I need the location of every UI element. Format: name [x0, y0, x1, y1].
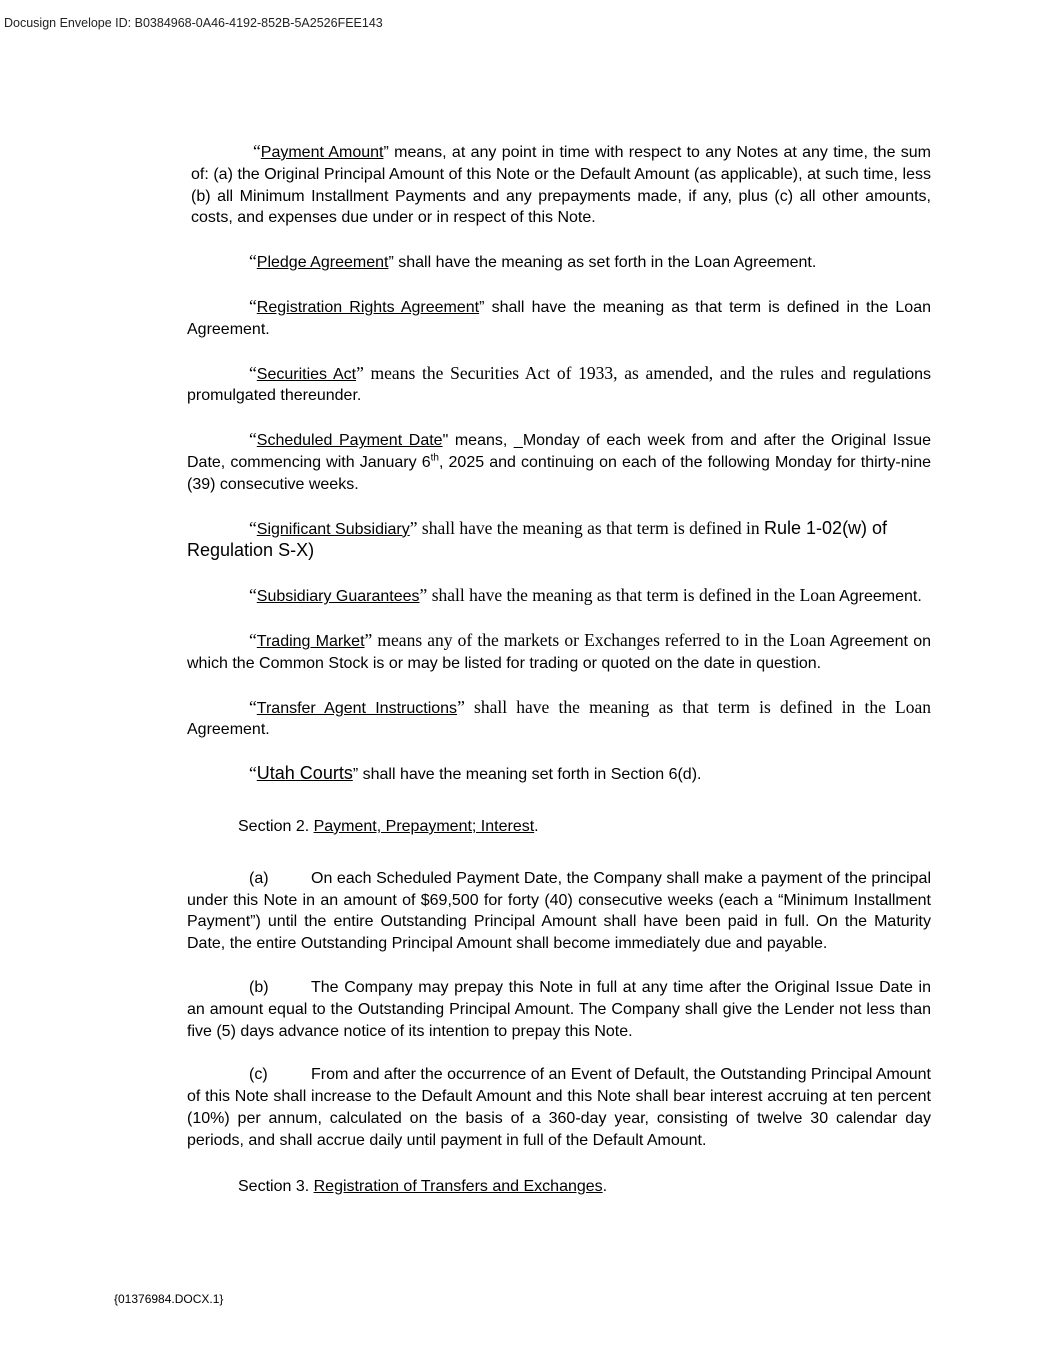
section-end: . — [602, 1177, 608, 1195]
paragraph-text: From and after the occurrence of an Event of Default, the Outstanding Principal Amount of this Note shall increase to the Default Amount and this Note shall bear interest accruing at ten percent (10%) per annum, calculated on the basis of a 360-day year, consisting of twelve 30 calendar day periods, and shall accrue daily until payment in full of the Default Amount. — [187, 1066, 931, 1149]
definition-utah-courts — [187, 763, 931, 786]
definition-text-serif: ” means any of the markets or Exchanges referred to in the Loan — [364, 629, 826, 650]
definition-text: ” shall have the meaning set forth in Section 6(d). — [352, 766, 702, 784]
defined-term: Scheduled Payment Date — [256, 432, 443, 450]
definition-text-serif: ” shall have the meaning as that term is defined in — [409, 517, 765, 538]
definition-significant-subsidiary — [187, 518, 931, 564]
section-2-paragraph-c — [187, 1064, 931, 1151]
open-quote: “ — [249, 429, 257, 450]
definition-payment-amount — [187, 141, 931, 229]
document-body — [187, 141, 931, 1227]
definition-text-serif: ” shall have the meaning as that term is defined in the Loan — [419, 585, 836, 606]
definition-pledge-agreement — [187, 251, 931, 274]
defined-term: Utah Courts — [256, 763, 353, 784]
definition-text-serif: ” means the Securities Act of 1933, as amended, and the rules and — [356, 362, 846, 383]
definition-text: Agreement. — [835, 588, 922, 606]
open-quote: “ — [249, 585, 257, 606]
paragraph-text: The Company may prepay this Note in full at any time after the Original Issue Date in an amount equal to the Outstanding Principal Amount. The Company shall give the Lender not less than five (5) days advance notice of its intention to prepay this Note. — [187, 978, 931, 1040]
section-end: . — [534, 817, 539, 835]
section-2-paragraph-b — [187, 977, 931, 1042]
defined-term: Trading Market — [256, 632, 365, 650]
section-3-heading — [238, 1176, 931, 1198]
defined-term: Registration Rights Agreement — [256, 298, 480, 316]
defined-term: Pledge Agreement — [256, 254, 389, 272]
defined-term: Payment Amount — [260, 144, 384, 161]
definition-text: ” shall have the meaning as that term is defined in the Loan Agreement. — [187, 298, 931, 338]
open-quote: “ — [249, 629, 257, 650]
definition-registration-rights-agreement — [187, 296, 931, 341]
definition-securities-act — [187, 363, 931, 408]
definition-text: ” shall have the meaning as set forth in the Loan Agreement. — [388, 254, 817, 272]
definition-text: regulations promulgated thereunder. — [187, 365, 931, 405]
definition-text: " means, _Monday of each week from and after the Original Issue Date, commencing with January 6 — [187, 432, 931, 471]
section-label: Section 3. — [238, 1177, 314, 1195]
open-quote: “ — [249, 251, 257, 272]
section-2-paragraph-a — [187, 868, 931, 955]
definition-text: Agreement on which the Common Stock is or may be listed for trading or quoted on the date in question. — [187, 632, 931, 672]
document-footer-id: {01376984.DOCX.1} — [114, 1292, 224, 1306]
definition-text-serif: ” shall have the meaning as that term is defined in the Loan — [457, 696, 932, 717]
paragraph-marker: (b) — [249, 978, 269, 996]
definition-text: ” means, at any point in time with respect to any Notes at any time, the sum of: (a) the Original Principal Amount of this Note or the Default Amount (as applicable), at such time, less (b) all Minimum Installment Payments and any prepayments made, if any, plus (c) all other amounts, costs, and expenses due under or in respect of this Note. — [191, 144, 932, 227]
section-label: Section 2. — [238, 817, 314, 835]
definition-trading-market — [187, 630, 931, 675]
definition-scheduled-payment-date — [187, 429, 931, 495]
defined-term: Significant Subsidiary — [256, 520, 410, 538]
open-quote: “ — [249, 517, 257, 538]
section-title: Registration of Transfers and Exchanges — [313, 1177, 603, 1195]
open-quote: “ — [249, 696, 257, 717]
definition-text-continued: , 2025 and continuing on each of the following Monday for thirty-nine (39) consecutive weeks. — [187, 453, 931, 493]
open-quote: “ — [249, 763, 257, 784]
open-quote: “ — [253, 141, 261, 161]
section-2-heading — [238, 816, 931, 838]
definition-text: Agreement. — [187, 721, 270, 739]
envelope-id: Docusign Envelope ID: B0384968-0A46-4192-852B-5A2526FEE143 — [4, 16, 383, 30]
section-title: Payment, Prepayment; Interest — [313, 817, 535, 835]
definition-text: Rule 1-02(w) of Regulation S-X) — [187, 517, 888, 561]
paragraph-marker: (a) — [249, 869, 269, 887]
ordinal-suffix: th — [430, 452, 439, 464]
definition-subsidiary-guarantees — [187, 585, 931, 608]
definition-transfer-agent-instructions — [187, 697, 931, 742]
paragraph-text: On each Scheduled Payment Date, the Company shall make a payment of the principal under this Note in an amount of $69,500 for forty (40) consecutive weeks (each a “Minimum Installment Payment”) until the entire Outstanding Principal Amount shall have been paid in full. On the Maturity Date, the entire Outstanding Principal Amount shall become immediately due and payable. — [187, 869, 931, 953]
paragraph-marker: (c) — [249, 1066, 268, 1084]
open-quote: “ — [249, 362, 257, 383]
defined-term: Securities Act — [256, 365, 357, 383]
defined-term: Subsidiary Guarantees — [256, 588, 420, 606]
defined-term: Transfer Agent Instructions — [256, 699, 458, 717]
open-quote: “ — [249, 295, 257, 316]
